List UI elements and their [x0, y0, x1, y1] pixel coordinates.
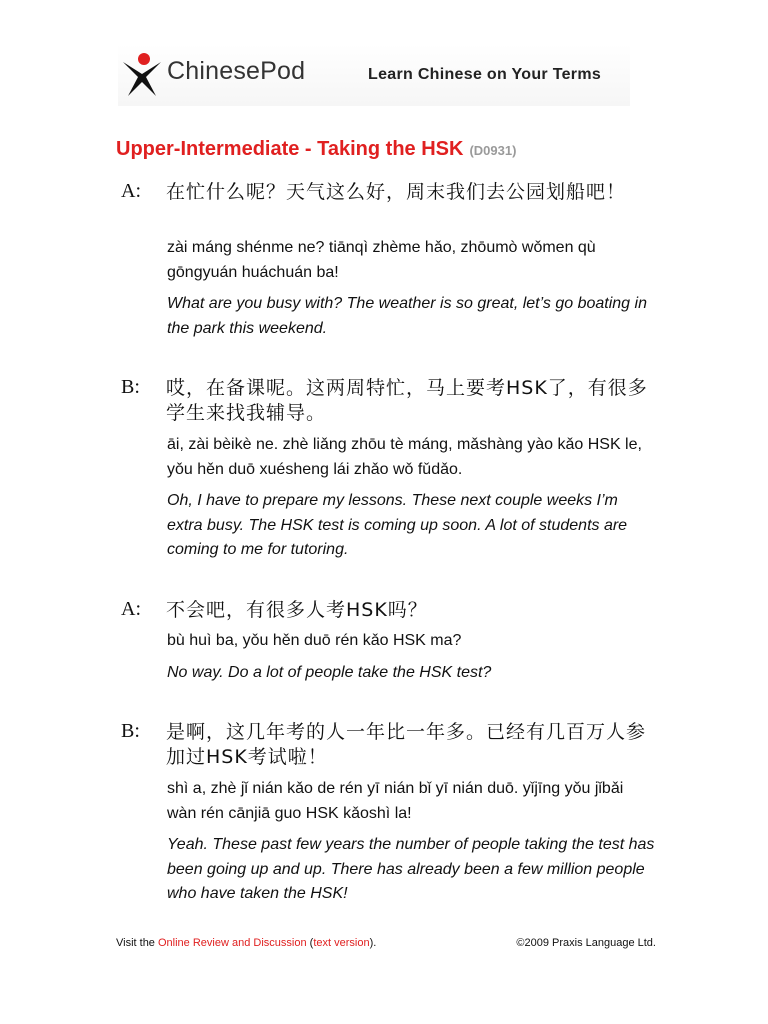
speaker-label: B:: [121, 376, 140, 398]
text-version-link[interactable]: text version: [313, 937, 370, 949]
pinyin-line: bù huì ba, yǒu hěn duō rén kǎo HSK ma?: [167, 632, 462, 649]
pinyin-line: āi, zài bèikè ne. zhè liǎng zhōu tè máng, mǎshàng yào kǎo HSK le, yǒu hěn duō xuésheng lái zhǎo wǒ fǔdǎo.: [167, 436, 642, 478]
chinese-line: 不会吧，有很多人考HSK吗？: [166, 599, 428, 621]
footer-links: [116, 937, 376, 949]
lesson-title: [116, 138, 516, 161]
tagline: Learn Chinese on Your Terms: [368, 66, 602, 83]
english-line: What are you busy with? The weather is so great, let’s go boating in the park this weekend.: [167, 295, 647, 337]
chinese-line: 哎，在备课呢。这两周特忙，马上要考HSK了，有很多学生来找我辅导。: [166, 377, 648, 424]
copyright-notice: ©2009 Praxis Language Ltd.: [516, 937, 656, 949]
lesson-code: (D0931): [469, 143, 517, 158]
footer-prefix: Visit the: [116, 937, 158, 949]
english-line: Oh, I have to prepare my lessons. These next couple weeks I’m extra busy. The HSK test is coming up soon. A lot of students are coming to me for tutoring.: [167, 492, 628, 558]
english-line: Yeah. These past few years the number of people taking the test has been going up and up. There has already been a few million people who have taken the HSK!: [167, 836, 655, 902]
pinyin-line: zài máng shénme ne? tiānqì zhème hǎo, zhōumò wǒmen qù gōngyuán huáchuán ba!: [167, 239, 596, 281]
chinesepod-logo-icon: [120, 52, 164, 98]
english-line: No way. Do a lot of people take the HSK test?: [167, 664, 492, 681]
footer-paren-close: ).: [369, 937, 377, 949]
online-review-link[interactable]: Online Review and Discussion: [158, 937, 307, 949]
speaker-label: A:: [121, 180, 141, 202]
chinese-line: 在忙什么呢？天气这么好，周末我们去公园划船吧！: [166, 181, 627, 203]
pinyin-line: shì a, zhè jǐ nián kǎo de rén yī nián bǐ yī nián duō. yǐjīng yǒu jǐbǎi wàn rén cānjiā guo HSK kǎoshì la!: [167, 780, 624, 822]
chinese-line: 是啊，这几年考的人一年比一年多。已经有几百万人参加过HSK考试啦！: [166, 721, 647, 768]
lesson-title-text: Upper-Intermediate - Taking the HSK: [116, 138, 464, 160]
speaker-label: B:: [121, 720, 140, 742]
logo-wordmark: ChinesePod: [167, 57, 306, 85]
footer-paren-open: (: [306, 937, 314, 949]
speaker-label: A:: [121, 598, 141, 620]
